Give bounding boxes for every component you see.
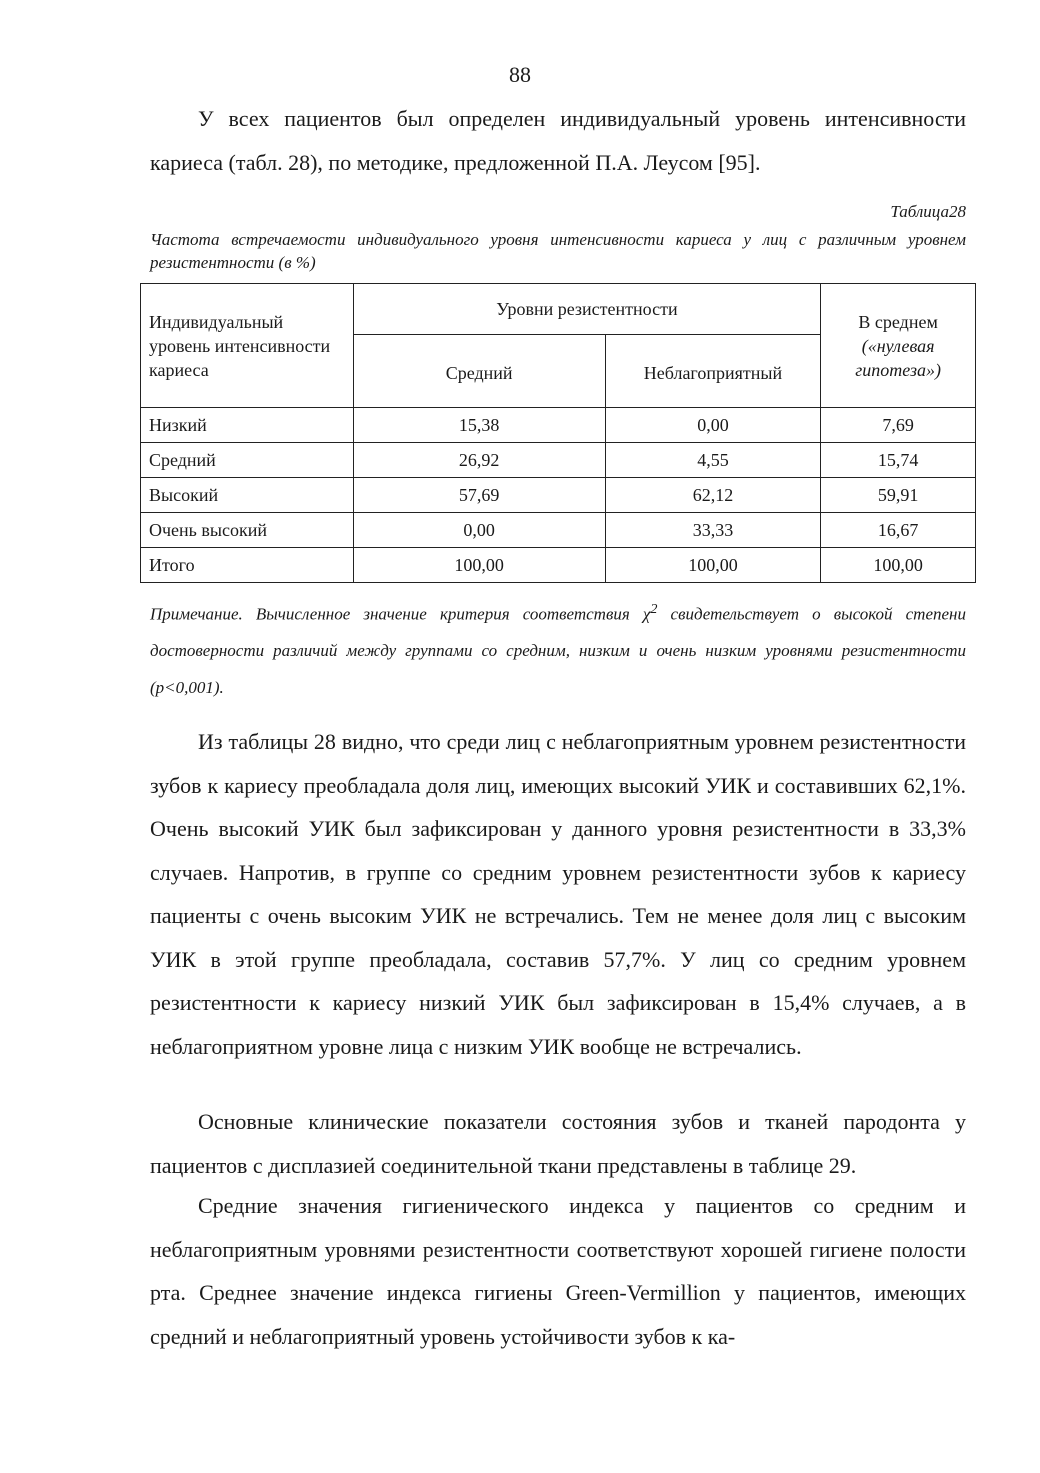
header-average xyxy=(821,284,976,408)
table-label: Таблица28 xyxy=(890,202,966,221)
row-label: Очень высокий xyxy=(141,513,354,548)
row-label: Высокий xyxy=(141,478,354,513)
cell-unfavorable: 4,55 xyxy=(605,443,821,478)
cell-unfavorable: 100,00 xyxy=(605,548,821,583)
row-label: Итого xyxy=(141,548,354,583)
table-header-row xyxy=(141,284,976,335)
chi-symbol: χ xyxy=(642,604,651,624)
cell-average: 16,67 xyxy=(821,513,976,548)
cell-unfavorable: 0,00 xyxy=(605,408,821,443)
cell-average: 7,69 xyxy=(821,408,976,443)
header-col-medium: Средний xyxy=(353,335,605,408)
row-label: Средний xyxy=(141,443,354,478)
table-row xyxy=(141,478,976,513)
note-text-after: свидетельствует о высокой степени достоверности различий между группами со средним, низким и очень низким уровнями резистентности (p<0,001). xyxy=(150,604,966,697)
cell-average: 100,00 xyxy=(821,548,976,583)
data-table xyxy=(140,283,976,583)
intro-paragraph: У всех пациентов был определен индивидуальный уровень интенсивности кариеса (табл. 28), по методике, предложенной П.А. Леусом [95]. xyxy=(150,106,966,175)
header-row-label: Индивидуальный уровень интенсивности кариеса xyxy=(141,284,354,408)
row-label: Низкий xyxy=(141,408,354,443)
cell-average: 15,74 xyxy=(821,443,976,478)
body-paragraph: Из таблицы 28 видно, что среди лиц с неблагоприятным уровнем резистентности зубов к кариесу преобладала доля лиц, имеющих высокий УИК и составивших 62,1%. Очень высокий УИК был зафиксирован у данного уровня резистентности в 33,3% случаев. Напротив, в группе со средним уровнем резистентности зубов к кариесу пациенты с очень высоким УИК не встречались. Тем не менее доля лиц с высоким УИК в этой группе преобладала, составив 57,7%. У лиц со средним уровнем резистентности к кариесу низкий УИК был зафиксирован в 15,4% случаев, а в неблагоприятном уровне лица с низким УИК вообще не встречались. xyxy=(150,729,966,1059)
cell-unfavorable: 62,12 xyxy=(605,478,821,513)
table-note xyxy=(150,591,966,706)
body-paragraph: Средние значения гигиенического индекса у пациентов со средним и неблагоприятным уровнями резистентности соответствуют хорошей гигиене полости рта. Среднее значение индекса гигиены Green-Vermillion у пациентов, имеющих средний и неблагоприятный уровень устойчивости зубов к ка- xyxy=(150,1193,966,1349)
table-row xyxy=(141,443,976,478)
cell-medium: 0,00 xyxy=(353,513,605,548)
chi-superscript: 2 xyxy=(650,601,658,617)
header-col-unfavorable: Неблагоприятный xyxy=(605,335,821,408)
cell-average: 59,91 xyxy=(821,478,976,513)
page-number: 88 xyxy=(509,62,531,87)
cell-medium: 26,92 xyxy=(353,443,605,478)
body-paragraph: Основные клинические показатели состояния зубов и тканей пародонта у пациентов с дисплазией соединительной ткани представлены в таблице 29. xyxy=(150,1109,966,1178)
cell-medium: 100,00 xyxy=(353,548,605,583)
table-row-total xyxy=(141,548,976,583)
table-caption: Частота встречаемости индивидуального уровня интенсивности кариеса у лиц с различным уровнем резистентности (в %) xyxy=(150,230,966,272)
cell-medium: 57,69 xyxy=(353,478,605,513)
header-group: Уровни резистентности xyxy=(353,284,821,335)
header-average-title: В среднем xyxy=(858,311,938,332)
table-row xyxy=(141,408,976,443)
cell-medium: 15,38 xyxy=(353,408,605,443)
header-average-subtitle: («нулевая гипотеза») xyxy=(855,335,942,380)
cell-unfavorable: 33,33 xyxy=(605,513,821,548)
table-row xyxy=(141,513,976,548)
note-text-before: Примечание. Вычисленное значение критерия соответствия xyxy=(150,604,643,624)
